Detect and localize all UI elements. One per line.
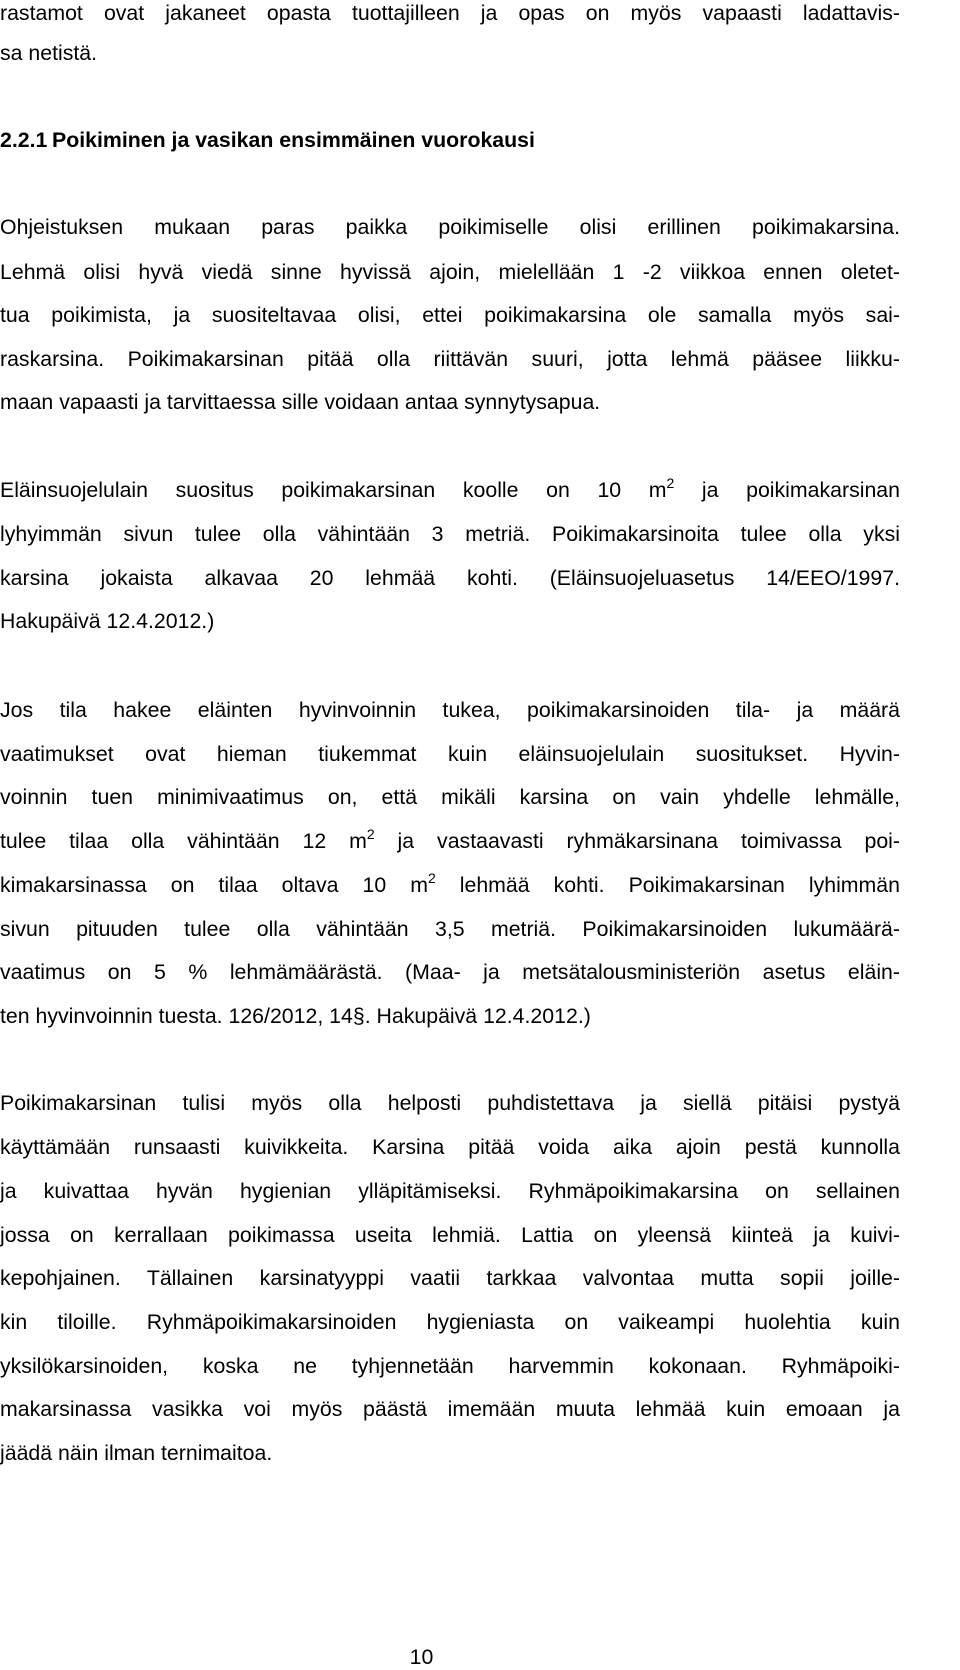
- intro-line-1: rastamot ovat jakaneet opasta tuottajilleen ja opas on myös vapaasti ladattavis-: [0, 1, 900, 25]
- superscript: 2: [366, 825, 375, 842]
- p3-line-5: kimakarsinassa on tilaa oltava 10 $m^2$ lehmää kohti. Poikimakarsinan lyhimmän: [0, 869, 900, 897]
- p4-line-9: jäädä näin ilman ternimaitoa.: [0, 1441, 273, 1465]
- section-title: Poikiminen ja vasikan ensimmäinen vuorokausi: [52, 128, 535, 152]
- p2-line-4: Hakupäivä 12.4.2012.): [0, 609, 215, 633]
- p3-line-2: vaatimukset ovat hieman tiukemmat kuin eläinsuojelulain suositukset. Hyvin-: [0, 742, 900, 766]
- section-number: 2.2.1: [0, 128, 48, 152]
- p1-line-5: maan vapaasti ja tarvittaessa sille voidaan antaa synnytysapua.: [0, 390, 601, 414]
- p2-line-2: lyhyimmän sivun tulee olla vähintään 3 metriä. Poikimakarsinoita tulee olla yksi: [0, 522, 900, 546]
- p4-line-4: jossa on kerrallaan poikimassa useita lehmiä. Lattia on yleensä kiinteä ja kuivi-: [0, 1223, 900, 1247]
- p3-line-8: ten hyvinvoinnin tuesta. 126/2012, 14§. Hakupäivä 12.4.2012.): [0, 1004, 591, 1028]
- p1-line-4: raskarsina. Poikimakarsinan pitää olla riittävän suuri, jotta lehmä pääsee liikku-: [0, 347, 900, 371]
- p1-line-1: Ohjeistuksen mukaan paras paikka poikimiselle olisi erillinen poikimakarsina.: [0, 215, 900, 239]
- p3-line-1: Jos tila hakee eläinten hyvinvoinnin tukea, poikimakarsinoiden tila- ja määrä: [0, 698, 900, 722]
- page-number: 10: [409, 1645, 434, 1669]
- section-heading: [0, 127, 535, 153]
- p2-line-1: Eläinsuojelulain suositus poikimakarsinan koolle on 10 $m^2$ ja poikimakarsinan: [0, 474, 900, 502]
- p4-line-1: Poikimakarsinan tulisi myös olla helposti puhdistettava ja siellä pitäisi pystyä: [0, 1091, 900, 1115]
- p3-line-6: sivun pituuden tulee olla vähintään 3,5 metriä. Poikimakarsinoiden lukumäärä-: [0, 917, 900, 941]
- p2-line-3: karsina jokaista alkavaa 20 lehmää kohti. (Eläinsuojeluasetus 14/EEO/1997.: [0, 566, 900, 590]
- p4-line-3: ja kuivattaa hyvän hygienian ylläpitämiseksi. Ryhmäpoikimakarsina on sellainen: [0, 1179, 900, 1203]
- p3-line-3: voinnin tuen minimivaatimus on, että mikäli karsina on vain yhdelle lehmälle,: [0, 785, 900, 809]
- superscript: 2: [427, 869, 436, 886]
- p4-line-5: kepohjainen. Tällainen karsinatyyppi vaatii tarkkaa valvontaa mutta sopii joille-: [0, 1266, 900, 1290]
- intro-line-2: sa netistä.: [0, 41, 98, 65]
- p4-line-7: yksilökarsinoiden, koska ne tyhjennetään harvemmin kokonaan. Ryhmäpoiki-: [0, 1354, 900, 1378]
- p3-line-4: tulee tilaa olla vähintään 12 $m^2$ ja vastaavasti ryhmäkarsinana toimivassa poi-: [0, 825, 900, 853]
- p4-line-2: käyttämään runsaasti kuivikkeita. Karsina pitää voida aika ajoin pestä kunnolla: [0, 1135, 900, 1159]
- p3-line-7: vaatimus on 5 % lehmämäärästä. (Maa- ja metsätalousministeriön asetus eläin-: [0, 960, 900, 984]
- p4-line-6: kin tiloille. Ryhmäpoikimakarsinoiden hygieniasta on vaikeampi huolehtia kuin: [0, 1310, 900, 1334]
- superscript: 2: [666, 474, 675, 491]
- p1-line-3: tua poikimista, ja suositeltavaa olisi, ettei poikimakarsina ole samalla myös sai-: [0, 303, 900, 327]
- p1-line-2: Lehmä olisi hyvä viedä sinne hyvissä ajoin, mielellään 1 -2 viikkoa ennen oletet-: [0, 260, 900, 284]
- p4-line-8: makarsinassa vasikka voi myös päästä imemään muuta lehmää kuin emoaan ja: [0, 1397, 900, 1421]
